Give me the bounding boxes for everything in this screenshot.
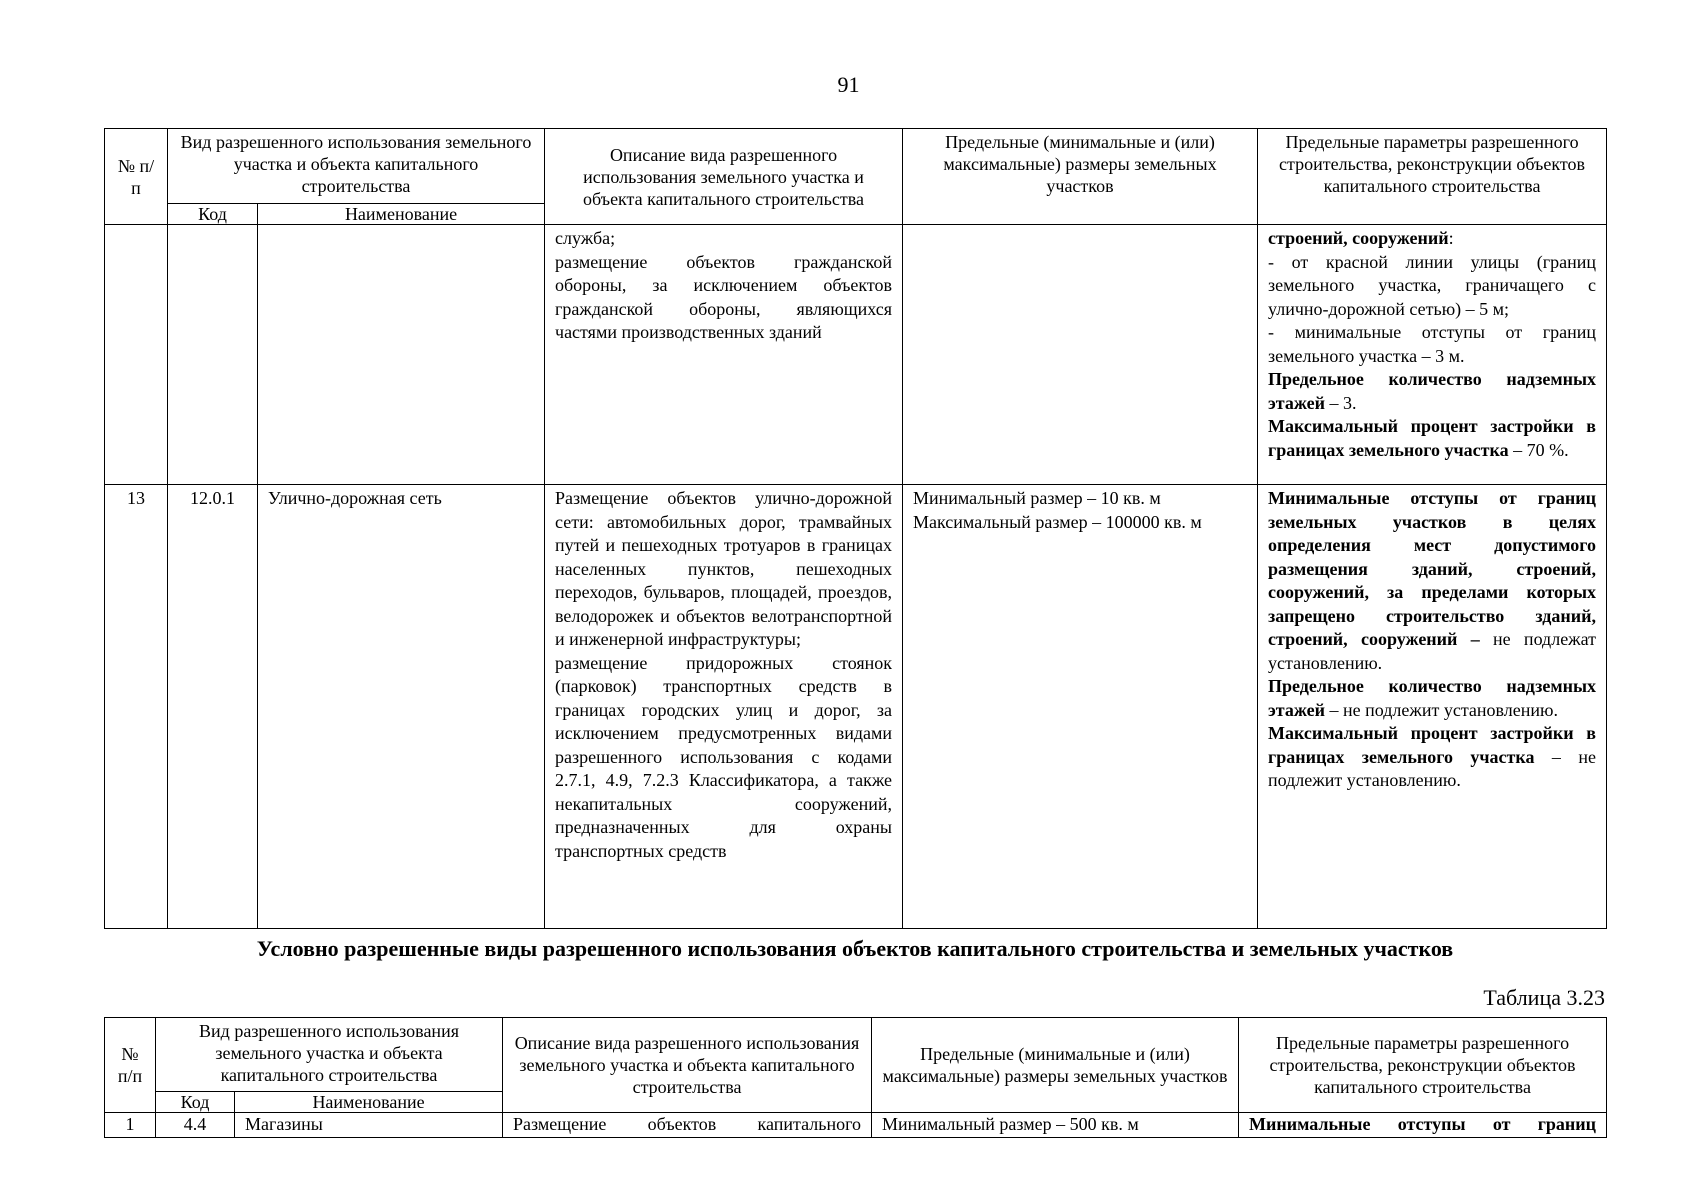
row-number: 13 [105, 485, 168, 929]
header-plot-sizes: Предельные (минимальные и (или) максимальные) размеры земельных участков [872, 1018, 1239, 1113]
row-code: 4.4 [156, 1113, 235, 1138]
header-code: Код [168, 204, 258, 225]
params-cell [1258, 225, 1607, 485]
params-text: – не подлежит установлению. [1268, 746, 1597, 790]
params-text: – 70 %. [1508, 439, 1569, 460]
description-line: размещение придорожных стоянок (парковок) транспортных средств в границах городских улиц и дорог, за исключением предусмотренных видами разрешенного использования с кодами 2.7.1, 4.9, 7.2.3 Классификатора, а также некапитальных сооружений, предназначенных для охраны транспортных средств [555, 652, 893, 861]
params-text: : [1448, 228, 1454, 248]
header-num: № п/п [105, 129, 168, 225]
description-cell: Размещение объектов капитального [503, 1113, 872, 1138]
header-building-params: Предельные параметры разрешенного строительства, реконструкции объектов капитального строительства [1239, 1018, 1607, 1113]
row-name: Магазины [235, 1113, 503, 1138]
land-use-table-continued [104, 128, 1607, 929]
header-building-params: Предельные параметры разрешенного строительства, реконструкции объектов капитального строительства [1258, 129, 1607, 225]
description-line: Размещение объектов улично-дорожной сети: автомобильных дорог, трамвайных путей и пешеходных тротуаров в границах населенных пунктов, пешеходных переходов, бульваров, площадей, проездов, велодорожек и объектов велотранспортной и инженерной инфраструктуры; [555, 488, 893, 649]
description-cell [545, 485, 903, 929]
header-description: Описание вида разрешенного использования земельного участка и объекта капитального строительства [503, 1018, 872, 1113]
params-bold-text: строений, сооружений [1268, 228, 1449, 248]
header-code: Код [156, 1092, 235, 1113]
row-code: 12.0.1 [168, 485, 258, 929]
description-cell [545, 225, 903, 485]
params-text: – не подлежит установлению. [1325, 699, 1558, 720]
header-name: Наименование [235, 1092, 503, 1113]
params-text: – 3. [1325, 392, 1357, 413]
table-row [105, 225, 1607, 485]
params-text: не подлежат установлению. [1268, 629, 1597, 673]
description-line: служба; [555, 228, 616, 248]
row-name: Улично-дорожная сеть [258, 485, 545, 929]
header-num: № п/п [105, 1018, 156, 1113]
row-number: 1 [105, 1113, 156, 1138]
params-bold-text: Максимальный процент застройки в границах земельного участка [1268, 416, 1597, 460]
table-row [105, 485, 1607, 929]
page-number: 91 [837, 72, 860, 97]
params-bold-text: Максимальный процент застройки в границах земельного участка [1268, 723, 1597, 767]
header-land-use-group: Вид разрешенного использования земельного участка и объекта капитального строительства [168, 129, 545, 204]
sizes-cell [903, 485, 1258, 929]
conditional-land-use-table [104, 1017, 1607, 1138]
table-caption: Таблица 3.23 [1483, 985, 1605, 1010]
header-description: Описание вида разрешенного использования земельного участка и объекта капитального строительства [545, 129, 903, 225]
table-row [105, 1113, 1607, 1138]
sizes-line: Минимальный размер – 10 кв. м [913, 488, 1161, 508]
params-bold-text: Предельное количество надземных этажей [1268, 676, 1597, 720]
sizes-line: Максимальный размер – 100000 кв. м [913, 511, 1202, 532]
section-heading: Условно разрешенные виды разрешенного использования объектов капитального строительства и земельных участков [256, 936, 1454, 961]
description-line: размещение объектов гражданской обороны, за исключением объектов гражданской обороны, являющихся частями производственных зданий [555, 251, 893, 342]
sizes-cell: Минимальный размер – 500 кв. м [872, 1113, 1239, 1138]
header-plot-sizes: Предельные (минимальные и (или) максимальные) размеры земельных участков [903, 129, 1258, 225]
params-cell [1258, 485, 1607, 929]
header-land-use-group: Вид разрешенного использования земельного участка и объекта капитального строительства [156, 1018, 503, 1092]
params-text: - минимальные отступы от границ земельного участка – 3 м. [1268, 322, 1597, 366]
params-bold-text: Предельное количество надземных этажей [1268, 369, 1597, 413]
params-bold-text: Минимальные отступы от границ земельных участков в целях определения мест допустимого размещения зданий, строений, сооружений, за пределами которых запрещено строительство зданий, строений, сооружений – [1268, 488, 1597, 649]
header-name: Наименование [258, 204, 545, 225]
params-cell: Минимальные отступы от границ [1239, 1113, 1607, 1138]
params-text: - от красной линии улицы (границ земельного участка, граничащего с улично-дорожной сетью) – 5 м; [1268, 251, 1597, 319]
